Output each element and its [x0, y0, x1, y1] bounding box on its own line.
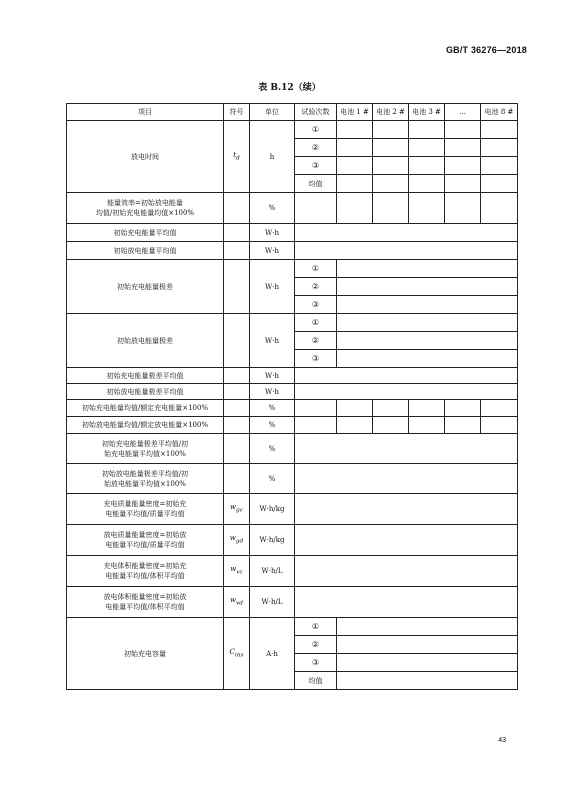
table-header-row	[67, 104, 518, 121]
table-row	[67, 314, 518, 332]
average-label: 均值	[295, 175, 337, 193]
row-item: 放电质量能量密度=初始放 电能量平均值/质量平均值	[67, 525, 224, 556]
trial-label: ①	[295, 260, 337, 278]
row-item: 放电体积能量密度=初始放 电能量平均值/体积平均值	[67, 587, 224, 618]
col-header-item: 项目	[67, 104, 224, 121]
row-item: 初始放电能量平均值	[67, 242, 224, 260]
table-row	[67, 494, 518, 525]
row-item: 初始放电能量均值/额定放电能量×100%	[67, 417, 224, 434]
table-row	[67, 587, 518, 618]
row-item: 初始充电能量极差	[67, 260, 224, 314]
trial-label: ③	[295, 350, 337, 368]
trial-label: ②	[295, 332, 337, 350]
col-header-battery-1: 电池 1 #	[337, 104, 373, 121]
row-symbol: $w_{vd}$	[224, 587, 250, 618]
page-number: 43	[498, 737, 506, 744]
trial-label: ③	[295, 654, 337, 672]
col-header-unit: 单位	[250, 104, 295, 121]
row-unit: W·h	[250, 314, 295, 368]
table-caption: 表 B.12（续）	[258, 83, 321, 93]
col-header-ellipsis: …	[445, 104, 481, 121]
row-item: 初始放电能量极差平均值	[67, 384, 224, 400]
table-row	[67, 618, 518, 636]
table-row	[67, 260, 518, 278]
table-row	[67, 121, 518, 139]
row-item: 初始充电能量均值/额定充电能量×100%	[67, 400, 224, 417]
table-row	[67, 400, 518, 417]
row-unit: A·h	[250, 618, 295, 690]
row-item: 初始充电能量平均值	[67, 224, 224, 242]
trial-label: ②	[295, 636, 337, 654]
row-item: 初始放电能量极差	[67, 314, 224, 368]
trial-label: ③	[295, 296, 337, 314]
row-unit: W·h/kg	[250, 525, 295, 556]
row-unit: W·h/L	[250, 587, 295, 618]
row-unit: W·h	[250, 368, 295, 384]
standard-number: GB/T 36276—2018	[445, 45, 527, 55]
row-unit: W·h	[250, 224, 295, 242]
table-row	[67, 384, 518, 400]
row-unit: h	[250, 121, 295, 193]
row-unit: W·h	[250, 260, 295, 314]
col-header-battery-2: 电池 2 #	[373, 104, 409, 121]
col-header-battery-3: 电池 3 #	[409, 104, 445, 121]
col-header-symbol: 符号	[224, 104, 250, 121]
table-row	[67, 525, 518, 556]
trial-label: ②	[295, 278, 337, 296]
row-unit: %	[250, 417, 295, 434]
row-unit: W·h/kg	[250, 494, 295, 525]
row-item: 初始充电能量极差平均值/初 始充电能量平均值×100%	[67, 434, 224, 464]
row-unit: %	[250, 464, 295, 494]
row-symbol: $t_d$	[224, 121, 250, 193]
row-item: 初始充电容量	[67, 618, 224, 690]
trial-label: ②	[295, 139, 337, 157]
trial-label: ③	[295, 157, 337, 175]
col-header-battery-8: 电池 8 #	[481, 104, 518, 121]
row-unit: W·h	[250, 242, 295, 260]
average-label: 均值	[295, 672, 337, 690]
row-item: 充电质量能量密度=初始充 电能量平均值/质量平均值	[67, 494, 224, 525]
table-row	[67, 224, 518, 242]
row-unit: W·h	[250, 384, 295, 400]
row-symbol: $C_{ins}$	[224, 618, 250, 690]
row-unit: W·h/L	[250, 556, 295, 587]
row-unit: %	[250, 193, 295, 224]
table-row	[67, 434, 518, 464]
row-item: 初始放电能量极差平均值/初 始放电能量平均值×100%	[67, 464, 224, 494]
row-symbol: $w_{vc}$	[224, 556, 250, 587]
row-item: 放电时间	[67, 121, 224, 193]
test-record-table	[66, 103, 518, 690]
row-item: 充电体积能量密度=初始充 电能量平均值/体积平均值	[67, 556, 224, 587]
trial-label: ①	[295, 121, 337, 139]
col-header-trials: 试验次数	[295, 104, 337, 121]
row-unit: %	[250, 400, 295, 417]
table-row	[67, 417, 518, 434]
table-row	[67, 464, 518, 494]
row-item: 初始充电能量极差平均值	[67, 368, 224, 384]
row-symbol: $w_{gd}$	[224, 525, 250, 556]
row-unit: %	[250, 434, 295, 464]
table-row	[67, 193, 518, 224]
table-row	[67, 242, 518, 260]
trial-label: ①	[295, 618, 337, 636]
row-item: 能量效率=初始放电能量 均值/初始充电能量均值×100%	[67, 193, 224, 224]
row-symbol: $w_{gc}$	[224, 494, 250, 525]
table-row	[67, 556, 518, 587]
table-row	[67, 368, 518, 384]
trial-label: ①	[295, 314, 337, 332]
